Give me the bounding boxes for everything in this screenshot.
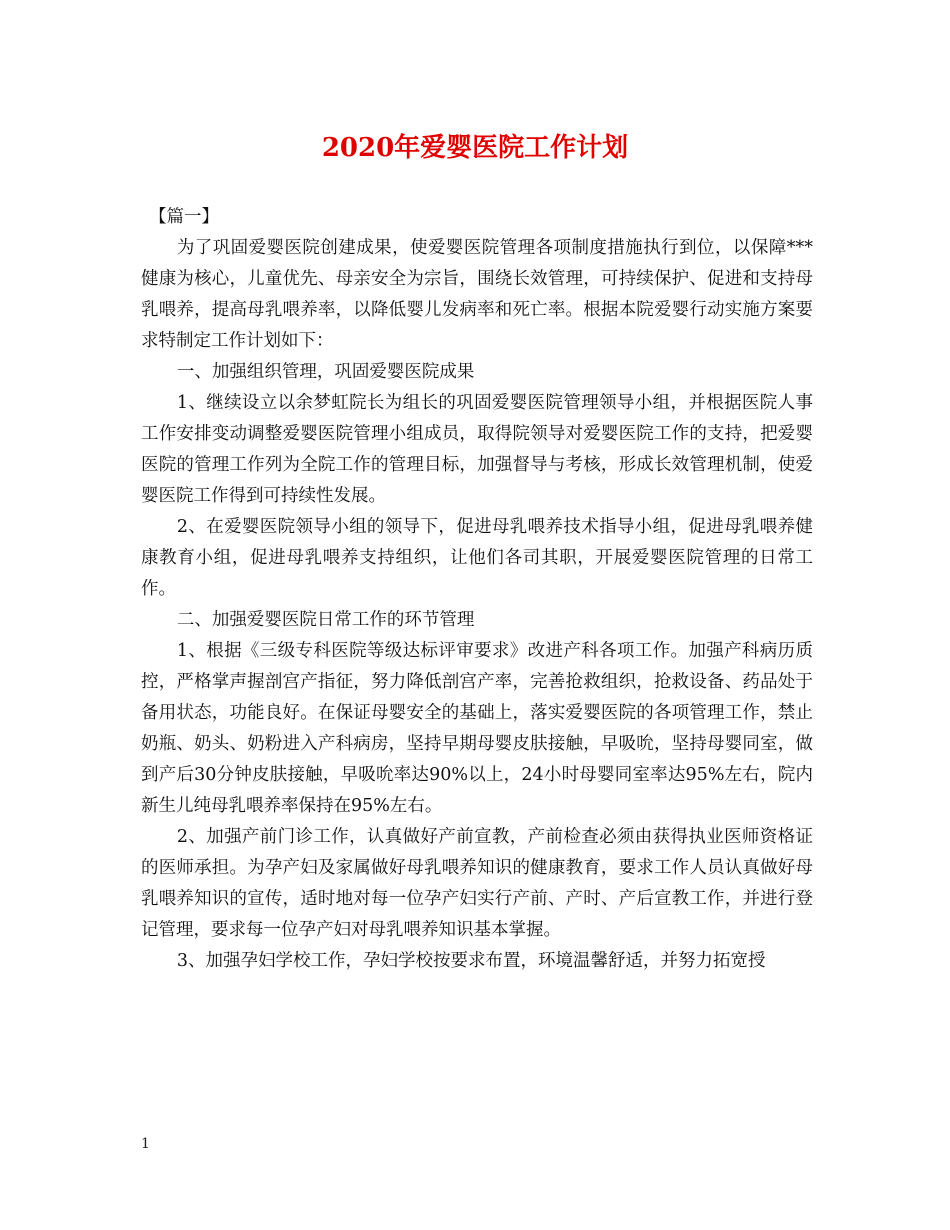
page-number: 1 — [141, 1136, 150, 1152]
paragraph-2-1: 1、根据《三级专科医院等级达标评审要求》改进产科各项工作。加强产科病历质控，严格掌声握剖宫产指征，努力降低剖宫产率，完善抢救组织，抢救设备、药品处于备用状态，功能良好。在保证母婴安全的基础上，落实爱婴医院的各项管理工作，禁止奶瓶、奶头、奶粉进入产科病房，坚持早期母婴皮肤接触，早吸吮，坚持母婴同室，做到产后30分钟皮肤接触，早吸吮率达90%以上，24小时母婴同室率达95%左右，院内新生儿纯母乳喂养率保持在95%左右。 — [141, 641, 813, 816]
paragraph-2-3: 3、加强孕妇学校工作，孕妇学校按要求布置，环境温馨舒适，并努力拓宽授 — [176, 951, 766, 971]
paragraph-intro: 为了巩固爱婴医院创建成果，使爱婴医院管理各项制度措施执行到位，以保障***健康为核心，儿童优先、母亲安全为宗旨，围绕长效管理，可持续保护、促进和支持母乳喂养，提高母乳喂养率，以降低婴儿发病率和死亡率。根据本院爱婴行动实施方案要求特制定工作计划如下： — [141, 238, 813, 351]
heading-section-two: 二、加强爱婴医院日常工作的环节管理 — [176, 610, 475, 630]
document-title: 2020年爱婴医院工作计划 — [321, 133, 629, 163]
paragraph-1-1: 1、继续设立以余梦虹院长为组长的巩固爱婴医院管理领导小组，并根据医院人事工作安排变动调整爱婴医院管理小组成员，取得院领导对爱婴医院工作的支持，把爱婴医院的管理工作列为全院工作的管理目标，加强督导与考核，形成长效管理机制，使爱婴医院工作得到可持续性发展。 — [141, 393, 813, 506]
paragraph-1-2: 2、在爱婴医院领导小组的领导下，促进母乳喂养技术指导小组，促进母乳喂养健康教育小组，促进母乳喂养支持组织，让他们各司其职，开展爱婴医院管理的日常工作。 — [141, 517, 813, 599]
paragraph-2-2: 2、加强产前门诊工作，认真做好产前宣教，产前检查必须由获得执业医师资格证的医师承担。为孕产妇及家属做好母乳喂养知识的健康教育，要求工作人员认真做好母乳喂养知识的宣传，适时地对每一位孕产妇实行产前、产时、产后宣教工作，并进行登记管理，要求每一位孕产妇对母乳喂养知识基本掌握。 — [141, 827, 813, 940]
document-body — [141, 202, 813, 977]
heading-section-one: 一、加强组织管理，巩固爱婴医院成果 — [176, 362, 475, 382]
section-label: 【篇一】 — [149, 207, 219, 227]
